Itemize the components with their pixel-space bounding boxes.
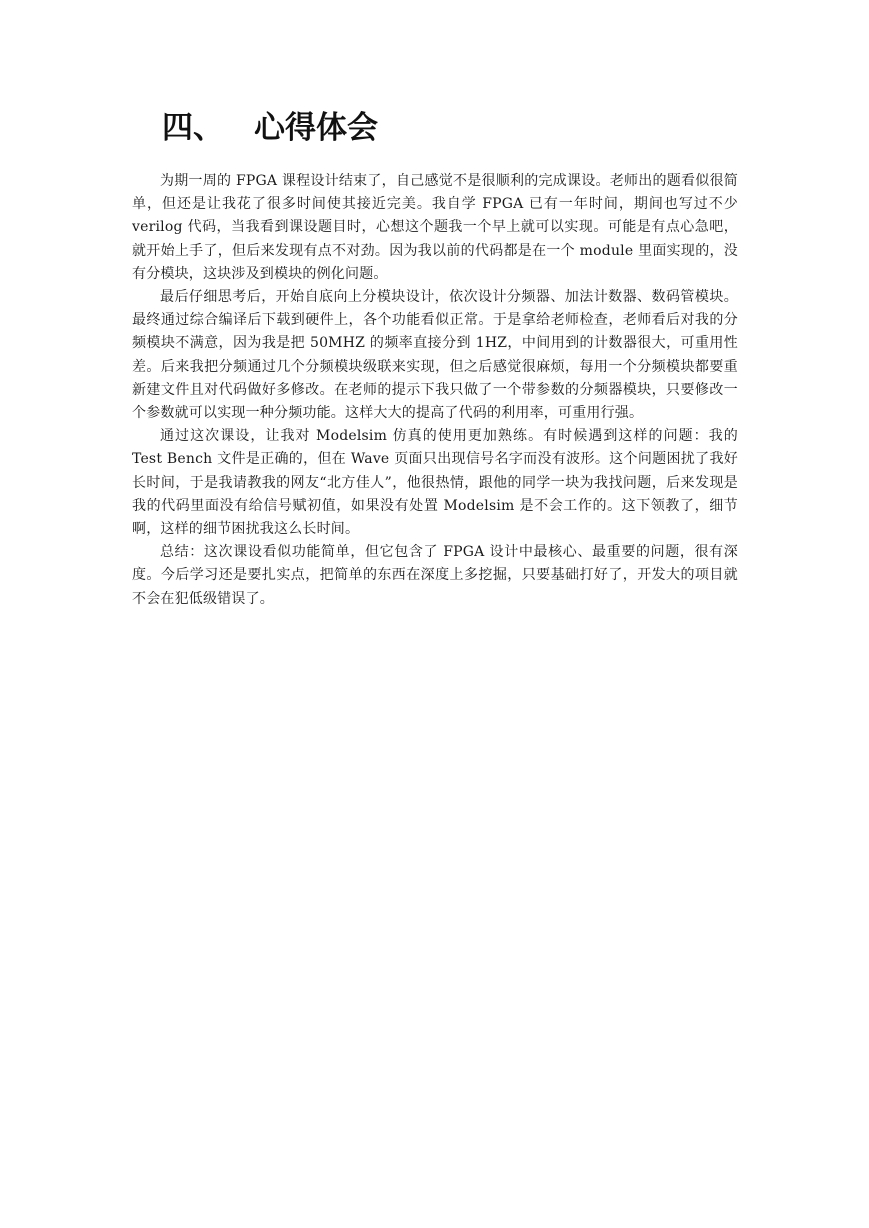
section-heading bbox=[162, 106, 378, 150]
paragraph: 总结：这次课设看似功能简单，但它包含了 FPGA 设计中最核心、最重要的问题，很有深度。今后学习还是要扎实点，把简单的东西在深度上多挖掘，只要基础打好了，开发大的项目就不会在犯低级错误了。 bbox=[132, 544, 738, 607]
section-title: 心得体会 bbox=[254, 110, 378, 146]
section-number: 四、 bbox=[162, 110, 224, 146]
body-text bbox=[132, 170, 738, 611]
paragraph: 最后仔细思考后，开始自底向上分模块设计，依次设计分频器、加法计数器、数码管模块。最终通过综合编译后下载到硬件上，各个功能看似正常。于是拿给老师检查，老师看后对我的分频模块不满意，因为我是把 50MHZ 的频率直接分到 1HZ，中间用到的计数器很大，可重用性差。后来我把分频通过几个分频模块级联来实现，但之后感觉很麻烦，每用一个分频模块都要重新建文件且对代码做好多修改。在老师的提示下我只做了一个带参数的分频器模块，只要修改一个参数就可以实现一种分频功能。这样大大的提高了代码的利用率，可重用行强。 bbox=[132, 289, 738, 422]
paragraph: 通过这次课设，让我对 Modelsim 仿真的使用更加熟练。有时候遇到这样的问题：我的 Test Bench 文件是正确的，但在 Wave 页面只出现信号名字而没有波形。这个问题困扰了我好长时间，于是我请教我的网友“北方佳人”，他很热情，跟他的同学一块为我找问题，后来发现是我的代码里面没有给信号赋初值，如果没有处置 Modelsim 是不会工作的。这下领教了，细节啊，这样的细节困扰我这么长时间。 bbox=[132, 428, 738, 538]
paragraph: 为期一周的 FPGA 课程设计结束了，自己感觉不是很顺利的完成课设。老师出的题看似很简单，但还是让我花了很多时间使其接近完美。我自学 FPGA 已有一年时间，期间也写过不少 verilog 代码，当我看到课设题目时，心想这个题我一个早上就可以实现。可能是有点心急吧，就开始上手了，但后来发现有点不对劲。因为我以前的代码都是在一个 module 里面实现的，没有分模块，这块涉及到模块的例化问题。 bbox=[132, 173, 738, 282]
